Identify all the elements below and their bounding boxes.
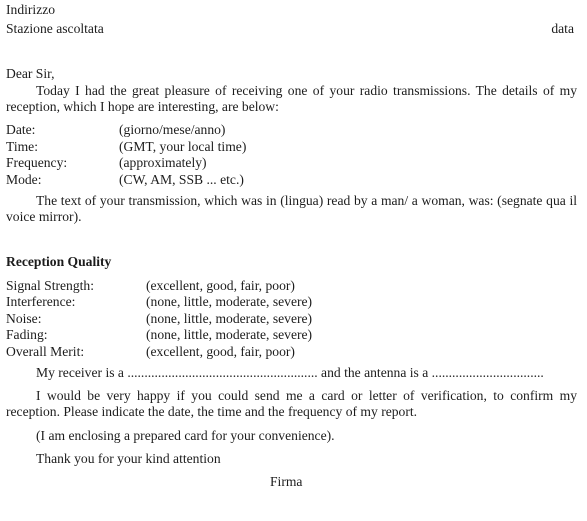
signature-label: Firma: [270, 474, 303, 489]
enclosure-note: (I am enclosing a prepared card for your convenience).: [36, 428, 335, 443]
intro-paragraph: Today I had the great pleasure of receiving one of your radio transmissions. The details of my reception, which I hope are interesting, are below:: [6, 83, 577, 114]
detail-value-date: (giorno/mese/anno): [119, 122, 226, 137]
quality-value-fading: (none, little, moderate, severe): [146, 327, 313, 342]
quality-heading: Reception Quality: [6, 254, 112, 269]
thanks-line: Thank you for your kind attention: [36, 451, 221, 466]
quality-label-fading: Fading:: [6, 327, 48, 342]
station-label: Stazione ascoltata: [6, 21, 104, 36]
quality-value-signal: (excellent, good, fair, poor): [146, 278, 295, 293]
quality-label-overall: Overall Merit:: [6, 344, 85, 359]
equipment-line: My receiver is a ........................................................ and the antenna is a .................................: [36, 365, 544, 380]
quality-label-interference: Interference:: [6, 294, 76, 309]
address-label: Indirizzo: [6, 2, 56, 17]
request-paragraph: I would be very happy if you could send me a card or letter of verification, to confirm my reception. Please indicate the date, the time and the frequency of my report.: [6, 388, 577, 419]
quality-label-signal: Signal Strength:: [6, 278, 94, 293]
quality-value-interference: (none, little, moderate, severe): [146, 294, 313, 309]
salutation: Dear Sir,: [6, 66, 55, 81]
date-label: data: [551, 21, 574, 36]
quality-label-noise: Noise:: [6, 311, 42, 326]
detail-label-mode: Mode:: [6, 172, 42, 187]
quality-value-overall: (excellent, good, fair, poor): [146, 344, 295, 359]
quality-value-noise: (none, little, moderate, severe): [146, 311, 313, 326]
transmission-paragraph: The text of your transmission, which was in (lingua) read by a man/ a woman, was: (segnate qua il voice mirror).: [6, 193, 577, 224]
detail-label-frequency: Frequency:: [6, 155, 68, 170]
detail-value-time: (GMT, your local time): [119, 139, 247, 154]
detail-value-frequency: (approximately): [119, 155, 207, 170]
detail-label-date: Date:: [6, 122, 36, 137]
detail-label-time: Time:: [6, 139, 38, 154]
detail-value-mode: (CW, AM, SSB ... etc.): [119, 172, 244, 187]
